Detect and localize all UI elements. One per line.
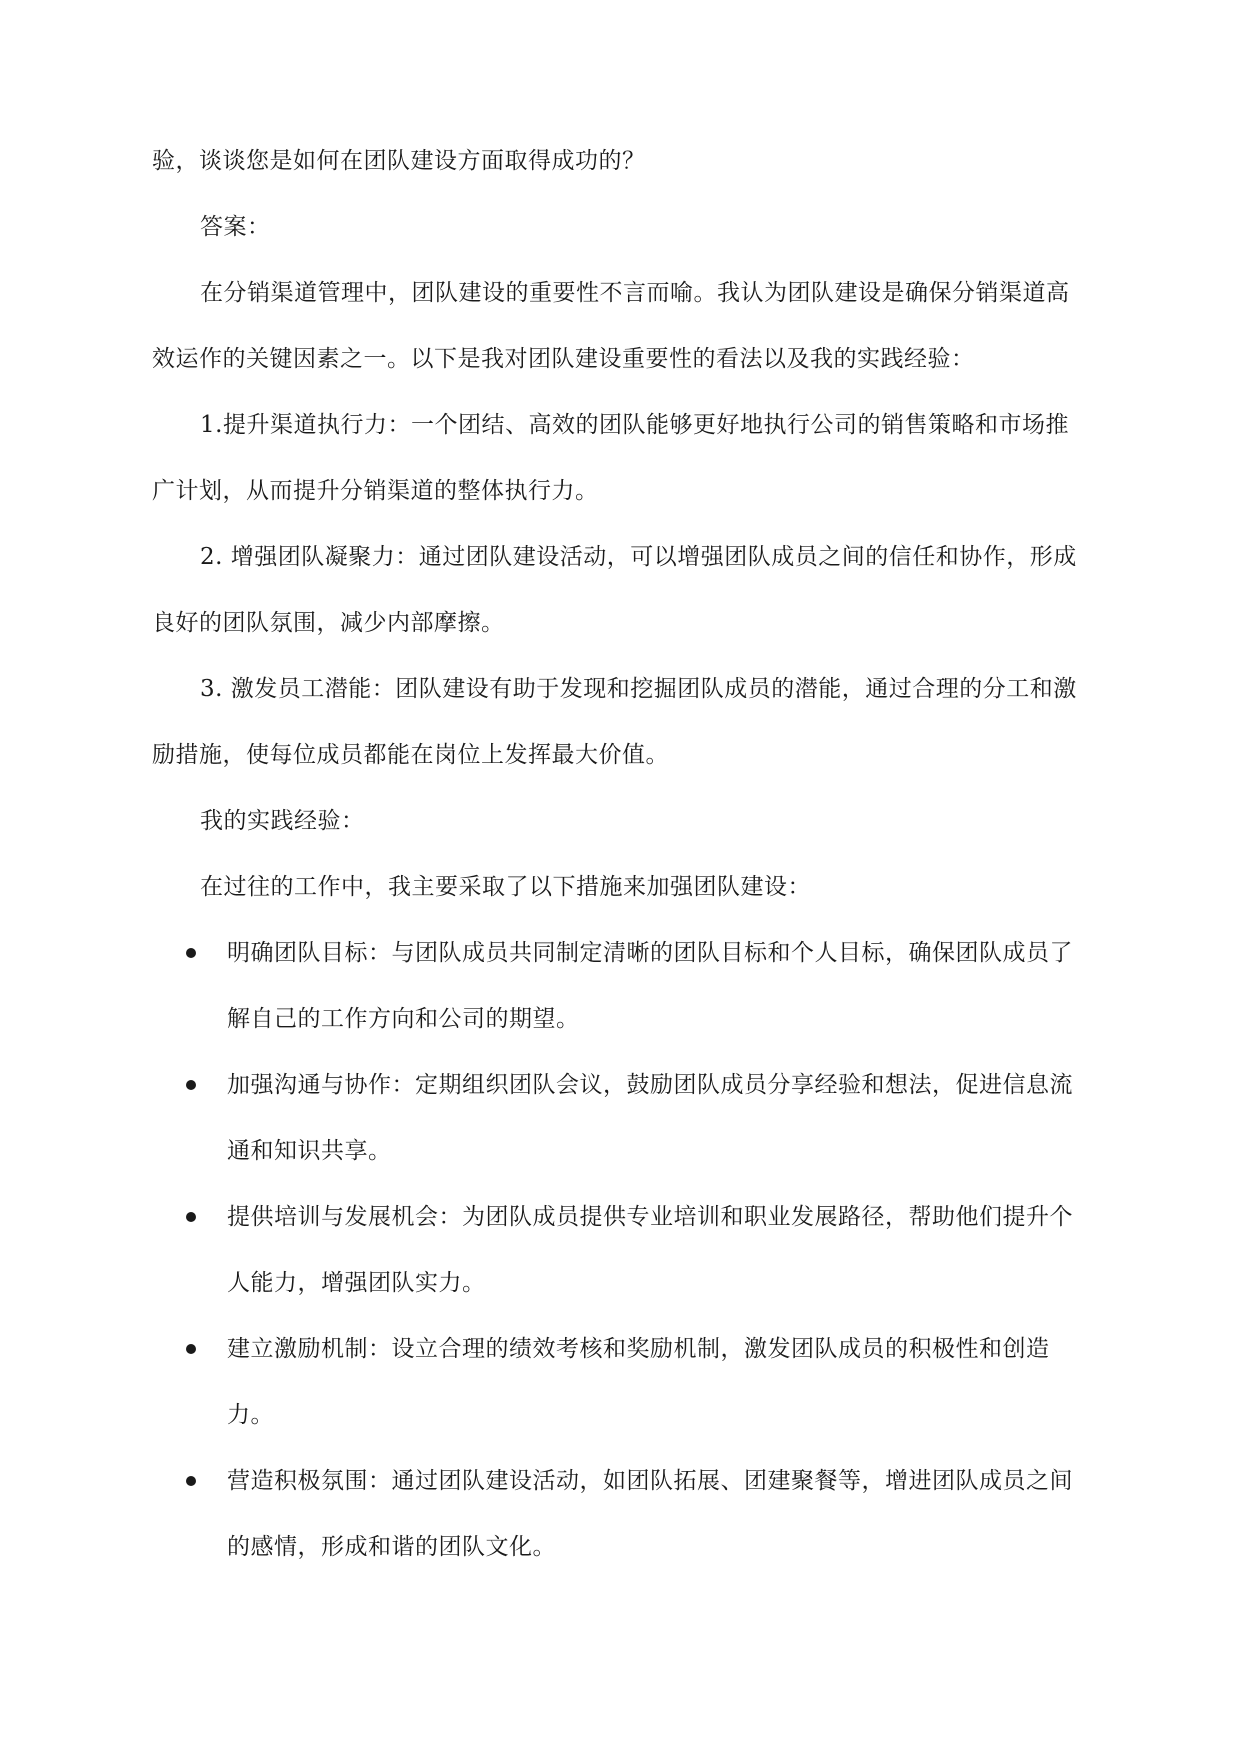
- paragraph-point-3: 3. 激发员工潜能：团队建设有助于发现和挖掘团队成员的潜能，通过合理的分工和激励措施，使每位成员都能在岗位上发挥最大价值。: [152, 676, 1077, 768]
- bullet-dot-icon: [186, 1476, 196, 1486]
- paragraph-point-1: 1.提升渠道执行力：一个团结、高效的团队能够更好地执行公司的销售策略和市场推广计划，从而提升分销渠道的整体执行力。: [152, 412, 1069, 504]
- paragraph-intro: 在分销渠道管理中，团队建设的重要性不言而喻。我认为团队建设是确保分销渠道高效运作的关键因素之一。以下是我对团队建设重要性的看法以及我的实践经验：: [152, 280, 1070, 372]
- bullet-dot-icon: [186, 948, 196, 958]
- list-item-text: 加强沟通与协作：定期组织团队会议，鼓励团队成员分享经验和想法，促进信息流通和知识共享。: [227, 1072, 1073, 1164]
- bullet-dot-icon: [186, 1344, 196, 1354]
- paragraph-measures-intro: 在过往的工作中，我主要采取了以下措施来加强团队建设：: [200, 874, 811, 900]
- list-item-text: 建立激励机制：设立合理的绩效考核和奖励机制，激发团队成员的积极性和创造力。: [227, 1336, 1050, 1428]
- paragraph-answer-label: 答案：: [200, 214, 271, 240]
- paragraph-question-tail: 验，谈谈您是如何在团队建设方面取得成功的？: [152, 148, 646, 174]
- paragraph-point-2: 2. 增强团队凝聚力：通过团队建设活动，可以增强团队成员之间的信任和协作，形成良好的团队氛围，减少内部摩擦。: [152, 544, 1077, 636]
- bullet-dot-icon: [186, 1212, 196, 1222]
- list-item-text: 提供培训与发展机会：为团队成员提供专业培训和职业发展路径，帮助他们提升个人能力，增强团队实力。: [227, 1204, 1073, 1296]
- list-item-text: 营造积极氛围：通过团队建设活动，如团队拓展、团建聚餐等，增进团队成员之间的感情，形成和谐的团队文化。: [227, 1468, 1073, 1560]
- paragraph-experience-heading: 我的实践经验：: [200, 808, 365, 834]
- list-item-text: 明确团队目标：与团队成员共同制定清晰的团队目标和个人目标，确保团队成员了解自己的工作方向和公司的期望。: [227, 940, 1073, 1032]
- bullet-dot-icon: [186, 1080, 196, 1090]
